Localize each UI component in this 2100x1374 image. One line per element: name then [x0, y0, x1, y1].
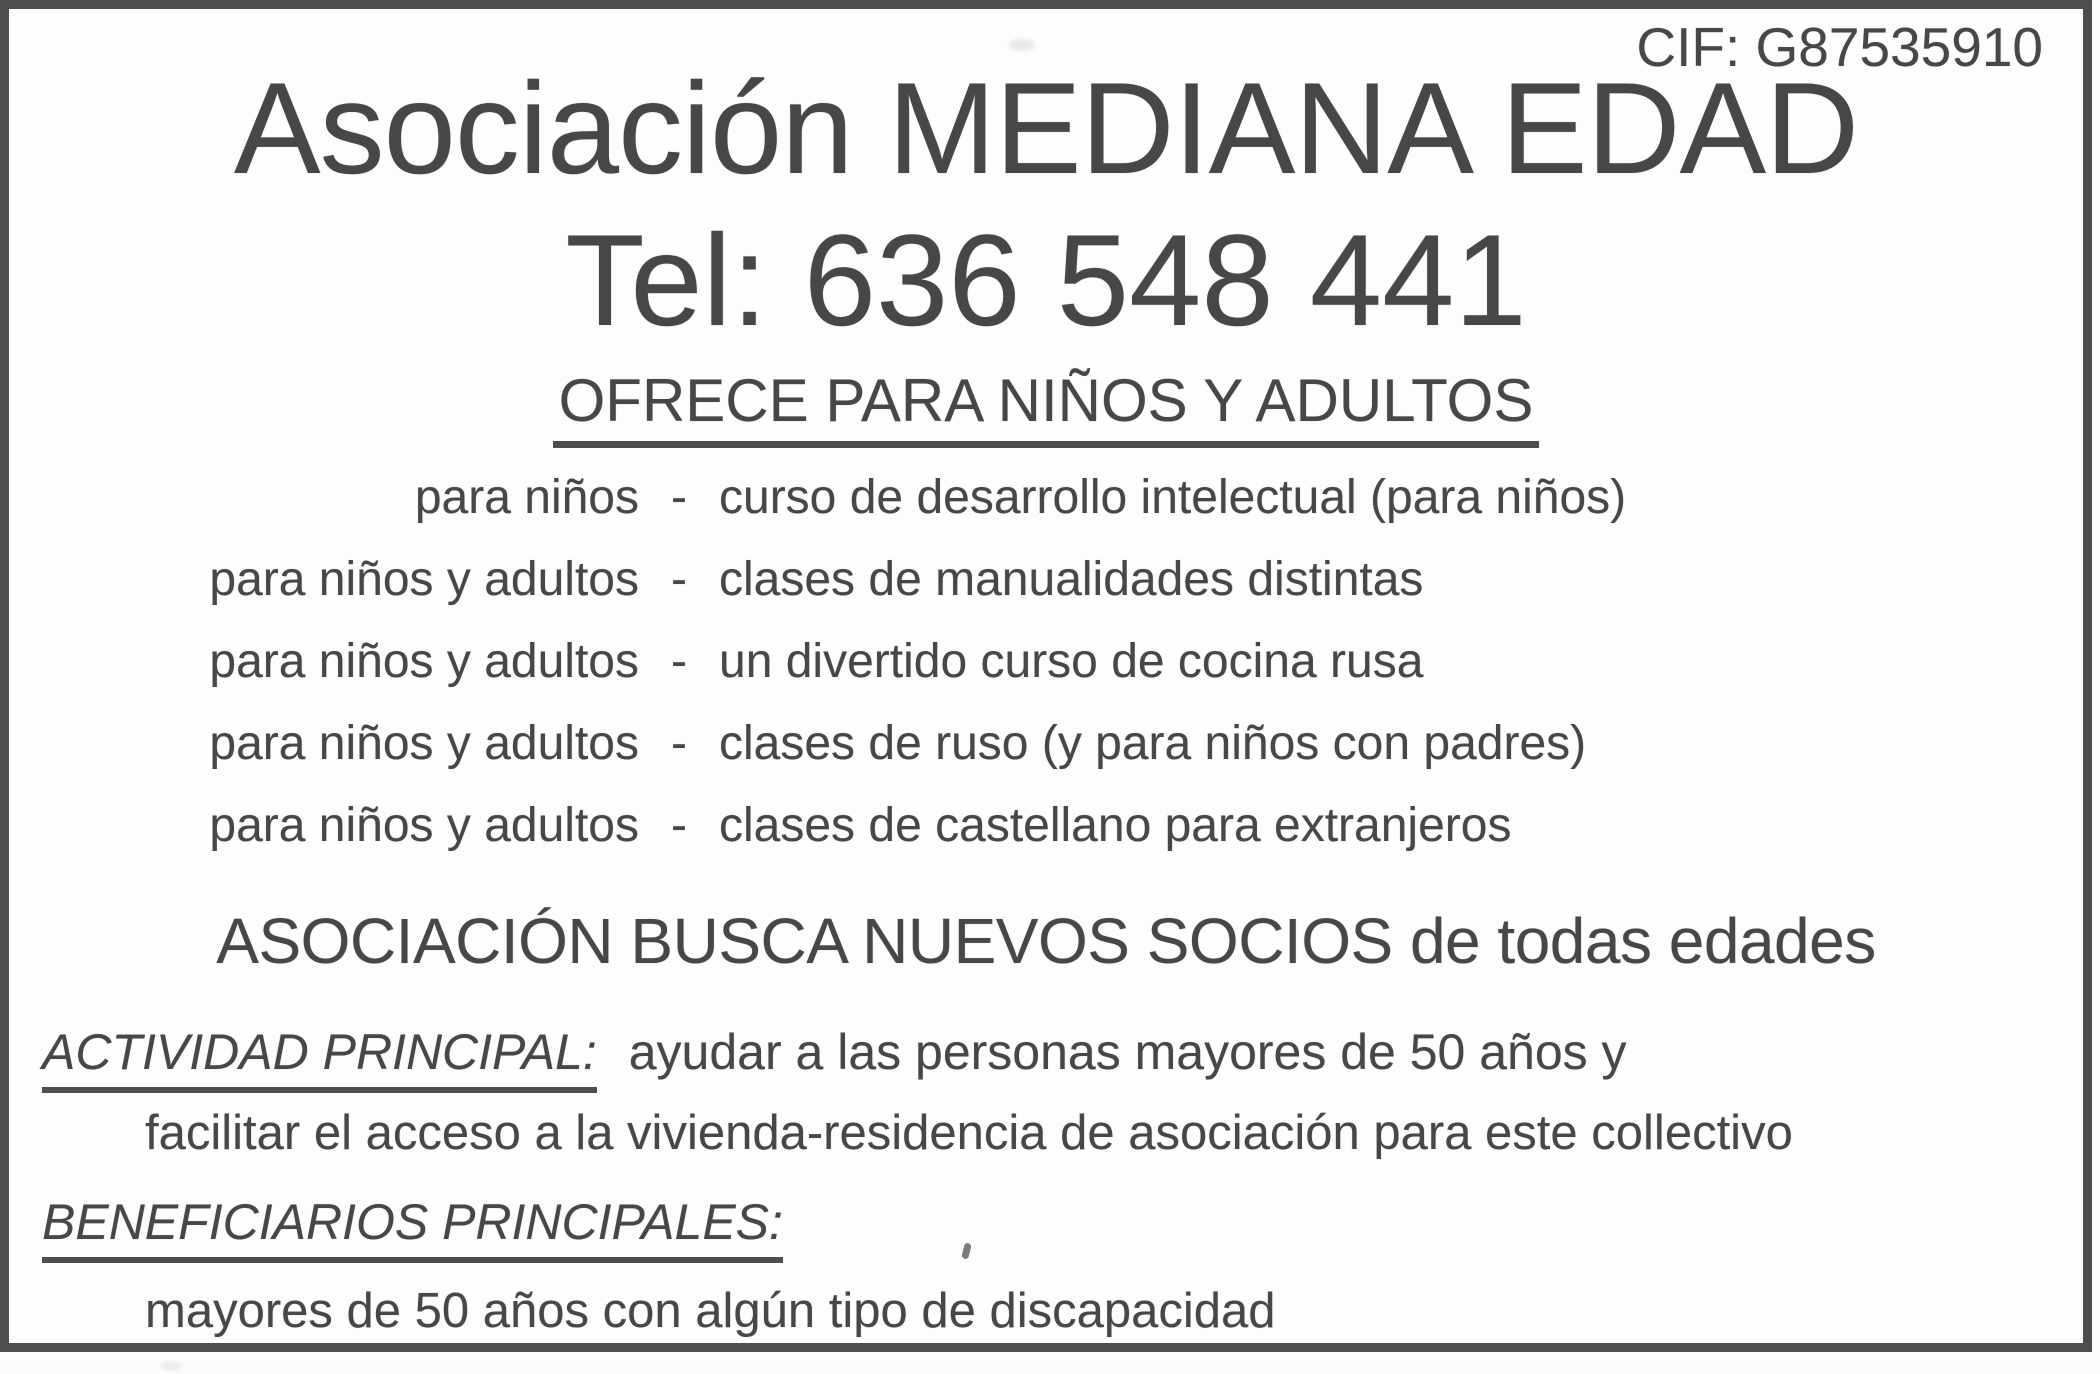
activity-text-line2: facilitar el acceso a la vivienda-residencia de asociación para este collectivo — [145, 1106, 1793, 1160]
scan-artifact — [1009, 39, 1035, 51]
cif-number: CIF: G87535910 — [1636, 16, 2043, 78]
offer-separator: - — [671, 799, 687, 852]
offer-separator: - — [671, 717, 687, 770]
offer-description: clases de manualidades distintas — [719, 553, 1424, 606]
offer-separator: - — [671, 635, 687, 688]
offer-row — [9, 457, 2083, 539]
offers-list — [9, 457, 2083, 867]
offer-separator: - — [671, 553, 687, 606]
offers-heading: OFRECE PARA NIÑOS Y ADULTOS — [553, 369, 1540, 448]
activity-text-line1: ayudar a las personas mayores de 50 años y — [628, 1024, 1627, 1080]
offer-audience: para niños y adultos — [209, 799, 639, 852]
offer-row — [9, 703, 2083, 785]
beneficiaries-text: mayores de 50 años con algún tipo de discapacidad — [145, 1284, 1276, 1338]
offers-heading-wrap — [9, 369, 2083, 448]
offer-description: clases de ruso (y para niños con padres) — [719, 717, 1587, 770]
phone-number: Tel: 636 548 441 — [565, 207, 1527, 353]
membership-call-line: ASOCIACIÓN BUSCA NUEVOS SOCIOS de todas edades — [216, 905, 1876, 977]
offer-description: clases de castellano para extranjeros — [719, 799, 1512, 852]
offer-audience: para niños y adultos — [209, 717, 639, 770]
scan-artifact — [961, 1242, 972, 1259]
offer-row — [9, 785, 2083, 867]
activity-section — [42, 1022, 2063, 1093]
offer-row — [9, 539, 2083, 621]
offer-description: curso de desarrollo intelectual (para niños) — [719, 471, 1627, 524]
offer-audience: para niños — [414, 471, 639, 524]
beneficiaries-label: BENEFICIARIOS PRINCIPALES: — [42, 1192, 783, 1263]
offer-audience: para niños y adultos — [209, 635, 639, 688]
offer-audience: para niños y adultos — [209, 553, 639, 606]
scan-artifact — [160, 1362, 182, 1370]
offer-separator: - — [671, 471, 687, 524]
offer-row — [9, 621, 2083, 703]
activity-label: ACTIVIDAD PRINCIPAL: — [42, 1022, 597, 1093]
offer-description: un divertido curso de cocina rusa — [719, 635, 1424, 688]
association-title: Asociación MEDIANA EDAD — [233, 55, 1859, 201]
beneficiaries-section — [42, 1192, 783, 1263]
